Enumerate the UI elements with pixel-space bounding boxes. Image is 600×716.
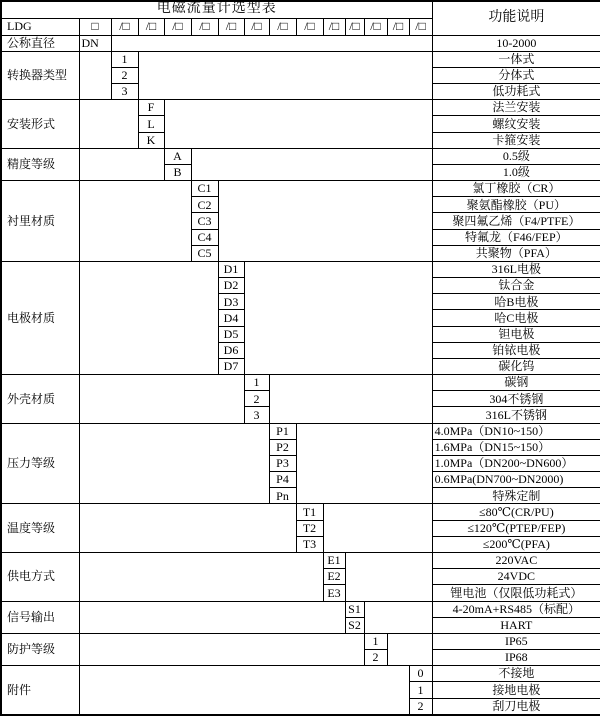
option-code: P2: [269, 439, 296, 455]
option-code: 2: [409, 698, 432, 715]
option-desc: 10-2000: [432, 35, 600, 51]
option-code: 0: [409, 666, 432, 682]
blank-cell: [269, 375, 432, 424]
option-desc: IP68: [432, 650, 600, 666]
blank-cell: [79, 51, 111, 100]
blank-cell: [79, 601, 345, 633]
option-code: D7: [218, 358, 244, 374]
option-code: D1: [218, 261, 244, 277]
option-code: C1: [191, 181, 218, 197]
option-code: C3: [191, 213, 218, 229]
option-code: 3: [244, 407, 269, 423]
section-label: 公称直径: [1, 35, 79, 51]
option-code: C4: [191, 229, 218, 245]
model-slot: /□: [269, 18, 296, 35]
section-label: 供电方式: [1, 553, 79, 602]
blank-cell: [323, 504, 432, 553]
option-desc: 碳化钨: [432, 358, 600, 374]
section-label: 温度等级: [1, 504, 79, 553]
option-desc: 碳钢: [432, 375, 600, 391]
blank-cell: [79, 553, 323, 602]
model-slot: /□: [345, 18, 364, 35]
option-code: D6: [218, 342, 244, 358]
option-desc: 螺纹安装: [432, 116, 600, 132]
option-desc: ≤200℃(PFA): [432, 536, 600, 552]
option-code: C2: [191, 197, 218, 213]
blank-cell: [79, 666, 409, 715]
option-code: S2: [345, 617, 364, 633]
option-desc: ≤80℃(CR/PU): [432, 504, 600, 520]
option-code: A: [164, 148, 191, 164]
blank-cell: [79, 261, 218, 374]
blank-cell: [79, 633, 364, 665]
section-label: 安装形式: [1, 100, 79, 149]
option-code: 1: [409, 682, 432, 698]
option-code: 1: [244, 375, 269, 391]
option-desc: 氯丁橡胶（CR）: [432, 181, 600, 197]
option-desc: 法兰安装: [432, 100, 600, 116]
blank-cell: [387, 633, 432, 665]
option-code: F: [138, 100, 164, 116]
option-desc: 24VDC: [432, 569, 600, 585]
option-desc: 1.6MPa（DN15~150）: [432, 439, 600, 455]
option-code: P4: [269, 472, 296, 488]
option-desc: 316L不锈钢: [432, 407, 600, 423]
model-slot: /□: [111, 18, 138, 35]
option-desc: 聚四氟乙烯（F4/PTFE）: [432, 213, 600, 229]
option-code: D4: [218, 310, 244, 326]
model-slot: /□: [387, 18, 409, 35]
blank-cell: [79, 148, 164, 180]
option-desc: 哈C电极: [432, 310, 600, 326]
option-desc: IP65: [432, 633, 600, 649]
function-column-header: 功能说明: [432, 1, 600, 35]
blank-cell: [79, 504, 296, 553]
model-slot: /□: [138, 18, 164, 35]
option-desc: 4.0MPa（DN10~150）: [432, 423, 600, 439]
model-slot: /□: [296, 18, 323, 35]
blank-cell: [218, 181, 432, 262]
option-desc: 特殊定制: [432, 488, 600, 504]
blank-cell: [345, 553, 432, 602]
option-desc: 钛合金: [432, 278, 600, 294]
section-label: 压力等级: [1, 423, 79, 504]
option-code: 1: [364, 633, 387, 649]
blank-cell: [111, 35, 432, 51]
option-desc: 哈B电极: [432, 294, 600, 310]
option-desc: 1.0级: [432, 164, 600, 180]
model-slot: /□: [409, 18, 432, 35]
option-code: 3: [111, 84, 138, 100]
option-desc: 不接地: [432, 666, 600, 682]
table-title: 电磁流量计选型表: [1, 1, 432, 18]
option-code: D5: [218, 326, 244, 342]
option-code: B: [164, 164, 191, 180]
option-desc: HART: [432, 617, 600, 633]
blank-cell: [244, 261, 432, 374]
blank-cell: [79, 423, 269, 504]
model-slot: /□: [244, 18, 269, 35]
model-slot: /□: [218, 18, 244, 35]
model-slot: /□: [191, 18, 218, 35]
option-desc: ≤120℃(PTEP/FEP): [432, 520, 600, 536]
blank-cell: [364, 601, 432, 633]
model-prefix: LDG: [1, 18, 79, 35]
option-desc: 316L电极: [432, 261, 600, 277]
option-desc: 接地电极: [432, 682, 600, 698]
option-desc: 1.0MPa（DN200~DN600）: [432, 455, 600, 471]
blank-cell: [191, 148, 432, 180]
option-desc: 220VAC: [432, 553, 600, 569]
blank-cell: [79, 100, 138, 149]
section-label: 外壳材质: [1, 375, 79, 424]
option-desc: 共聚物（PFA）: [432, 245, 600, 261]
option-code: E1: [323, 553, 345, 569]
option-desc: 锂电池（仅限低功耗式）: [432, 585, 600, 601]
blank-cell: [79, 375, 244, 424]
section-label: 附件: [1, 666, 79, 715]
section-label: 转换器类型: [1, 51, 79, 100]
section-label: 防护等级: [1, 633, 79, 665]
option-code: D3: [218, 294, 244, 310]
option-desc: 分体式: [432, 67, 600, 83]
option-code: E2: [323, 569, 345, 585]
option-desc: 0.5级: [432, 148, 600, 164]
option-desc: 低功耗式: [432, 84, 600, 100]
option-desc: 一体式: [432, 51, 600, 67]
option-code: 2: [111, 67, 138, 83]
option-code: T2: [296, 520, 323, 536]
option-code: Pn: [269, 488, 296, 504]
option-desc: 铂铱电极: [432, 342, 600, 358]
section-label: 精度等级: [1, 148, 79, 180]
option-code: P1: [269, 423, 296, 439]
option-desc: 刮刀电极: [432, 698, 600, 715]
option-desc: 特氟龙（F46/FEP）: [432, 229, 600, 245]
option-code: L: [138, 116, 164, 132]
option-desc: 304不锈钢: [432, 391, 600, 407]
option-desc: 钽电极: [432, 326, 600, 342]
option-desc: 卡箍安装: [432, 132, 600, 148]
blank-cell: [164, 100, 432, 149]
option-code: P3: [269, 455, 296, 471]
blank-cell: [79, 181, 191, 262]
option-desc: 4-20mA+RS485（标配）: [432, 601, 600, 617]
option-code: 2: [244, 391, 269, 407]
option-code: DN: [79, 35, 111, 51]
option-code: T1: [296, 504, 323, 520]
model-slot: /□: [323, 18, 345, 35]
model-slot: /□: [164, 18, 191, 35]
option-code: T3: [296, 536, 323, 552]
blank-cell: [138, 51, 432, 100]
section-label: 信号输出: [1, 601, 79, 633]
option-code: S1: [345, 601, 364, 617]
option-code: E3: [323, 585, 345, 601]
option-desc: 聚氨酯橡胶（PU）: [432, 197, 600, 213]
option-desc: 0.6MPa(DN700~DN2000): [432, 472, 600, 488]
blank-cell: [296, 423, 432, 504]
option-code: K: [138, 132, 164, 148]
section-label: 衬里材质: [1, 181, 79, 262]
option-code: 1: [111, 51, 138, 67]
model-checkbox: □: [79, 18, 111, 35]
option-code: 2: [364, 650, 387, 666]
section-label: 电极材质: [1, 261, 79, 374]
option-code: C5: [191, 245, 218, 261]
model-slot: /□: [364, 18, 387, 35]
option-code: D2: [218, 278, 244, 294]
